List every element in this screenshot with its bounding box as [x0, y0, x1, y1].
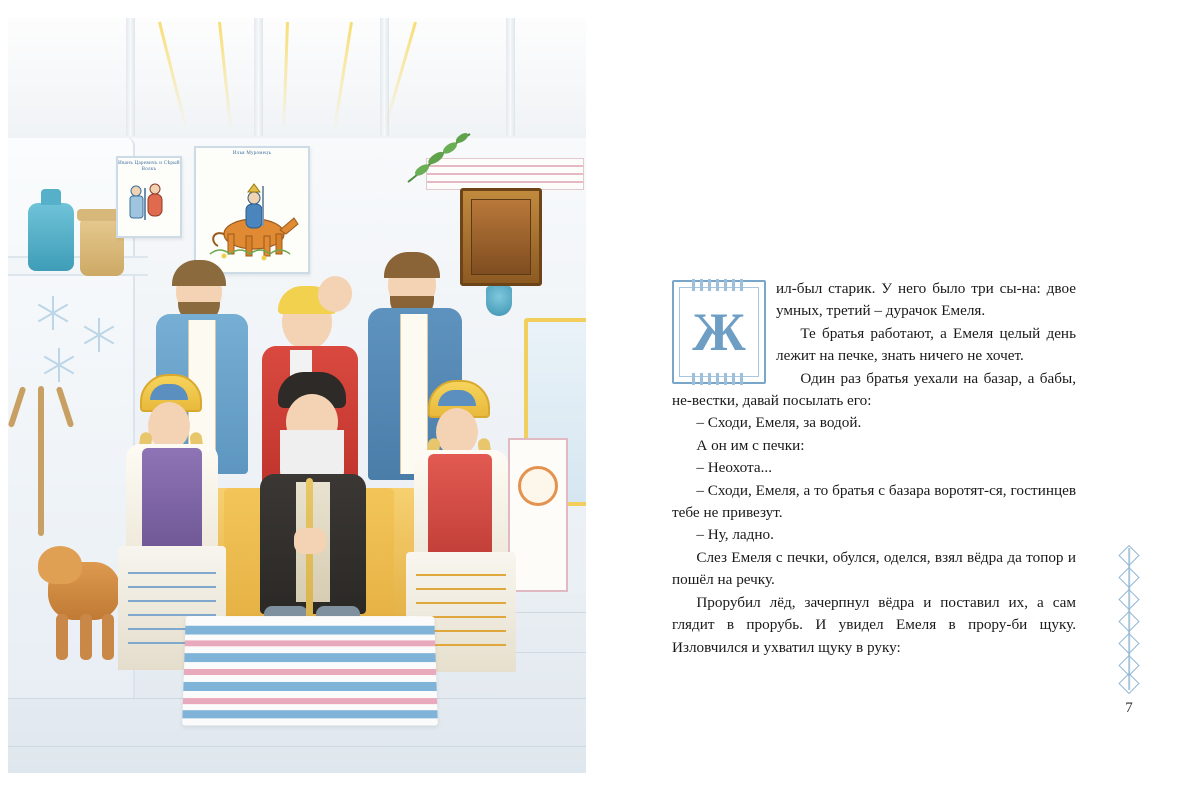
frost-pattern-icon: [42, 348, 76, 382]
hands-on-stick: [294, 528, 326, 554]
ceiling-beam: [254, 18, 263, 136]
story-illustration: [8, 18, 586, 773]
rug-stripe: [183, 698, 437, 704]
wall-print-small: [116, 156, 182, 238]
rug-stripe: [185, 640, 435, 646]
ornament-diamond: [1118, 633, 1139, 654]
ornament-diamond: [1118, 611, 1139, 632]
dialogue-line-2: – Неохота...: [696, 459, 772, 477]
rug-stripe: [185, 626, 435, 635]
icon-lamp: [486, 286, 512, 316]
wall-print-small-caption: Иванъ Царевичъ и Сѣрый Волкъ: [118, 161, 180, 172]
rug-stripe: [183, 682, 436, 691]
ceiling-beam: [126, 18, 135, 136]
spinning-wheel-post: [38, 386, 44, 536]
frost-pattern-icon: [36, 296, 70, 330]
dialogue-line-1: – Сходи, Емеля, за водой.: [696, 414, 862, 432]
rug-stripe: [182, 710, 437, 718]
paragraph-1: ил-был старик. У него было три сы-на: двое умных, третий – дурачок Емеля.: [776, 280, 1076, 320]
wall-print-large: [194, 146, 310, 274]
dog-leg: [80, 614, 92, 660]
figure-head: [436, 408, 478, 456]
floor-board: [8, 746, 586, 747]
ornament-diamond: [1118, 589, 1139, 610]
horseman-illustration-icon: [202, 182, 302, 266]
ceiling-beam: [506, 18, 515, 136]
knight-illustration-icon: [124, 182, 174, 230]
drop-cap-letter: Ж: [692, 302, 746, 362]
drop-cap-ornament-bottom: [692, 373, 746, 385]
paragraph-6: Прорубил лёд, зачерпнул вёдра и поставил их, а сам глядит в прорубь. И увидел Емеля в прору-би щуку. Изловчился и ухватил щуку в руку:: [672, 593, 1076, 656]
icon-image: [471, 199, 531, 275]
sarafan-bodice: [428, 454, 492, 558]
figure-head: [148, 402, 190, 450]
rug-stripe: [184, 653, 435, 662]
paragraph-3: Один раз братья уехали на базар, а бабы, не-вестки, давай посылать его:: [672, 369, 1076, 410]
spinning-wheel-arm: [56, 386, 75, 428]
spinning-wheel-arm: [8, 386, 26, 428]
frost-pattern-icon: [82, 318, 116, 352]
blue-glass-jar: [28, 203, 74, 271]
paragraph-2: Те братья работают, а Емеля целый день лежит на печке, знать ничего не хочет.: [776, 324, 1076, 365]
spinning-wheel: [8, 386, 94, 536]
orthodox-icon-frame: [460, 188, 542, 286]
dog-leg: [56, 614, 68, 660]
dialogue-line-4: – Ну, ладно.: [696, 526, 774, 544]
paragraph-5: Слез Емеля с печки, обулся, оделся, взял вёдра да топор и пошёл на речку.: [672, 548, 1076, 589]
dog-head: [38, 546, 82, 584]
green-branch-icon: [404, 130, 474, 186]
wall-print-large-caption: Илья Муромецъ: [232, 151, 272, 156]
page-number: 7: [1125, 700, 1133, 716]
story-text-column: [672, 278, 1076, 659]
ornament-diamond: [1118, 673, 1139, 694]
side-ornament: [1116, 548, 1142, 690]
ornament-rosette-icon: [518, 466, 558, 506]
ornament-diamond: [1118, 545, 1139, 566]
right-page: [596, 0, 1192, 812]
dialogue-line-3: – Сходи, Емеля, а то братья с базара воротят-ся, гостинцев тебе не привезут.: [672, 481, 1076, 522]
ceiling: [8, 18, 586, 138]
ornament-diamond: [1118, 567, 1139, 588]
sarafan-bodice: [142, 448, 202, 552]
paragraph-4: А он им с печки:: [696, 436, 805, 454]
decorative-drop-cap: [672, 280, 766, 384]
rug-stripe: [184, 669, 436, 675]
drop-cap-ornament-top: [692, 279, 746, 291]
striped-rug: [182, 616, 438, 725]
